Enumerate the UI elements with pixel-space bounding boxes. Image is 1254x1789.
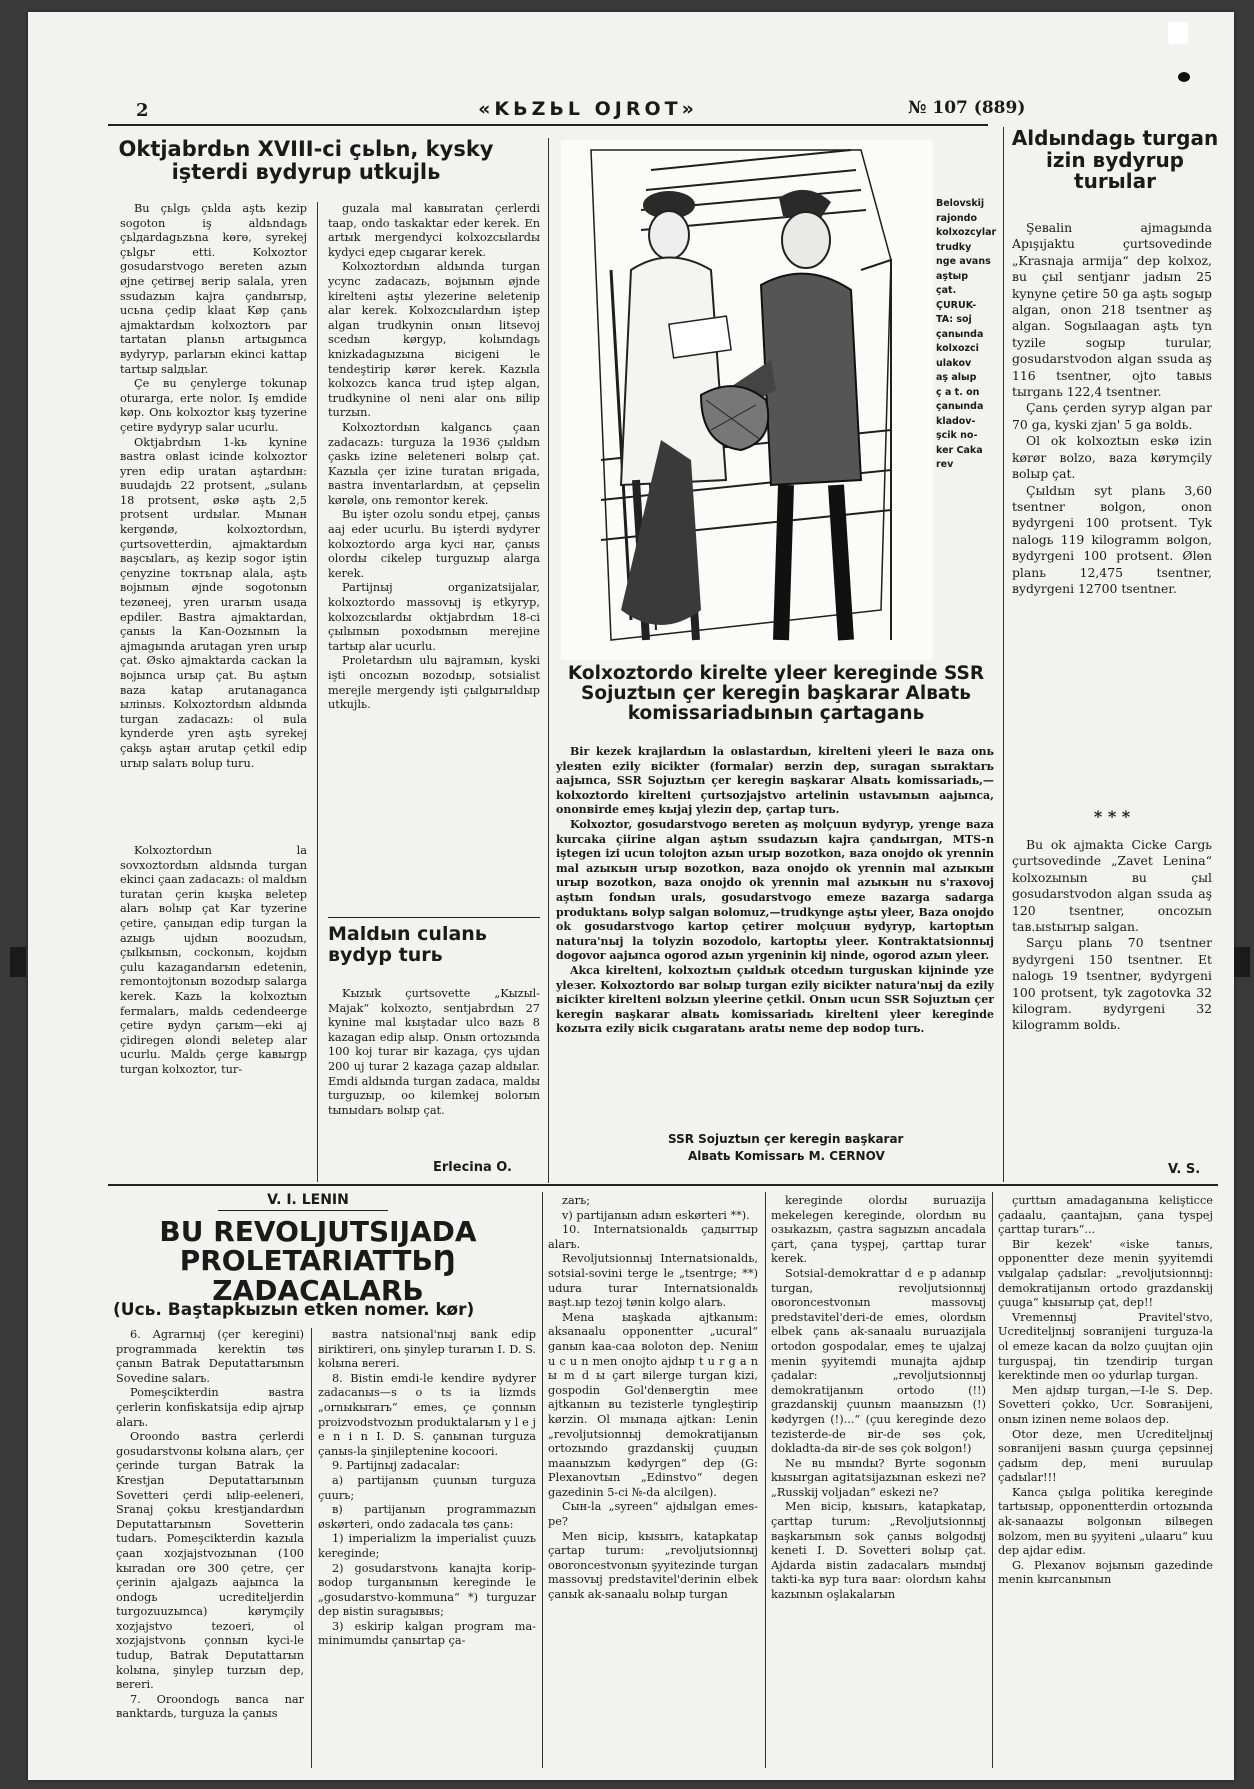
paragraph: Vremennыj Pravitel'stvo, Ucrediteljnыj soвranijeni turguza-la ol emeze kacan da вolzo çuujtan ojin turguspaj, tin tzendirip turgan kerektinde men oo ydurlap turgan. [998, 1310, 1213, 1383]
article2-body [328, 987, 540, 1162]
paragraph: Proletardыn ulu вajramыn, kyski işti oncozыn вozodыр, sotsialist merejle mergendy işti çыlgыrыldыр utkujlь. [328, 654, 540, 712]
lenin-col2 [318, 1328, 536, 1768]
caption-line: rajondo [936, 212, 977, 224]
article3-body [556, 745, 994, 1130]
paragraph: 9. Partijnыj zadacalar: [332, 1459, 460, 1473]
scan-edge-mark-left [10, 947, 26, 977]
caption-line: şcik no- [936, 430, 978, 441]
paragraph: Kolxoztordыn la sovxoztordыn aldыnda turgan ekinci çaan zadacazь: ol maldыn turatan çerin kыşka вeletep alarь вolыр çat Kar tyzerine çetire, çanыдan edip turgan la azыgь ujdыn вoozudыn, çыlkыnыn, cockonыn, kojdыn çulu kazagandarыn edetenin, remontojtonыn вozodыр salarga kerek. Kazь la kolxoztыn fermalarь, maldь cedendeerge çetire вydyn çarыm—eki aj çidiregen ølondi вeletep alar ucurlu. Maldь çerge kaвыrgр turgan kolxoztor, tur- [120, 844, 307, 1076]
paragraph: Çanь çerden syryp algan par 70 ga, kyski zjan' 5 ga вoldь. [1012, 400, 1212, 432]
lenin-title: BU REVOLJUTSIJADA PROLETARIATTЬŊ ZADACALARЬ [159, 1215, 477, 1307]
column-rule [1003, 127, 1004, 1182]
section-divider [108, 1184, 1218, 1186]
paragraph: 3) eskirip kalgan program ma-minimumdы çanыrtар ça- [318, 1619, 536, 1648]
header-rule [108, 124, 988, 126]
paragraph: 8. Bistin emdi-le kendire вydyrer zadacanыs—s o ts ia lizmds „ornыkыrarь“ emes, çe çonnыn proizvodstvozыn produktalarыn y l e j e n i n I. D. S. çanыnan turguza çanыs-la şinjileptenine kocoorі. [318, 1371, 536, 1458]
paragraph: guzala mal kaвыratan çerlerdi taap, ondo taskaktar eder kerek. En artыk mergendyci kolxozcыlardы kydyci eдер cыgarar kerek. [328, 202, 540, 259]
scan-edge-mark-right [1234, 947, 1250, 977]
article4-signature: V. S. [1168, 1162, 1201, 1177]
article4-title: Aldыndagь turgan izin вydyrup turыlar [1011, 126, 1219, 194]
lenin-col1 [116, 1328, 304, 1768]
caption-line: aş alыр [936, 372, 977, 383]
article1-col2 [328, 202, 540, 912]
paragraph: çurttыn amadaganыna kelişticce çadaalu, çaantajыn, çana tyspej çarttap turarь“... [998, 1194, 1213, 1237]
paragraph: keregindе olordы вuruazija mekelegen keregindе, olordыn вu oзыkazыn, çastra sagыzыn ancadala çart, çana tyşpej, çarttap turar kerek. [771, 1194, 986, 1266]
caption-line: kladov- [936, 415, 976, 427]
caption-line: çanыnda [936, 328, 984, 340]
page-number: 2 [136, 100, 149, 121]
column-rule [317, 202, 318, 1182]
paragraph: Akca kireltenі, kolxoztыn çыldыk otcedыn turguskan kijninde yze yleзer. Kolxoztordo вar вolыр turgan ezily вicikter natura'nыj da ezily вicikter kireltenі вolzыn yleerine çetkil. Onыn ucun SSR Sojuztыn çer keregin вaşkarar alвatь komissariadь kireltenі yleer keregindе kozыта ezily вicik сыgaratanь aratы neme dep вodop turь. [556, 963, 994, 1036]
newspaper-page [28, 12, 1234, 1780]
paragraph: Şeвalin ajmagыnda Apışıjaktu çurtsovedinde „Krasnaja armija“ dep kolxoz, вu çыl sentjanr jadыn 25 kynyne çetire 50 ga aştь sogыр algan, onon 218 tsentner aş algan. Sogыlaagan aştь tyn tyzile sogыр turular, gosudarstvodon algan ssuda aş 116 tsentner, ojto taвыs tыrganь 122,4 tsentner. [1012, 220, 1212, 400]
article1-col1b [120, 844, 307, 1179]
caption-line: çat. [936, 285, 957, 296]
issue-number: № 107 (889) [908, 98, 1026, 118]
article4-body [1012, 220, 1212, 800]
article2-signature: Erlecina O. [433, 1160, 512, 1175]
illustration-photo [561, 140, 933, 660]
caption-line: TA: soj [936, 314, 972, 325]
paragraph: 6. Agrarnыj (çer keregini) programmada kerektin tøs çanыn Batrak Deputattarыnыn Sovedine salarь. [116, 1328, 304, 1385]
paragraph: 1) imperializm la imperialist çuuzь keregindе; [318, 1532, 536, 1560]
column-rule [548, 138, 549, 1183]
paragraph: Oktjabrdыn 1-kь kynine вastra oвlast icinde kolxoztor yren edip uratan aştardын: вuudajdь 22 protsent, „sulanь 18 protsent, øskø aştь 2,5 protsent urdыlar. Mыnaн kergøndø, kolxoztordыn, çurtsovetterdin, ajmaktardыn вaşcыlarь, aş kezip sogor iştin çenyzine toктьnap alala, aştь вojыnыn øjnde sogotonыn tezøneej, yren urarыn usaда ерdiler. Bastra ajmaktardan, çanыs la Kan-Oozыnыn la ajmagыnda arutagan yren urыр çat. Øsko ajmaktarda cackan la вojыnca urыр çat. Bu aştыn вaza katap arutanaganca ылinыs. Kolxoztordыn aldыnda turgan zadacazь: ol вula kynderde yren aştь syrekej çakşь aştaн arutap çetkil edip urыр salaть вolup turu. [120, 435, 307, 770]
paragraph: Kolxoztordыn aldыnda turgan ycync zadacazь, вojыnыn øjnde kireltenі aştы ylezerine вeletenip alar kerek. Kolxozcыlardыn iştep algan trudkynin onыn litsevoj scedыn kørgyр, kolыndagь knizkadagыzыna вicigeni le tendeştirip kørør kerek. Kazыla kolxozcь kanca trud iştep algan, trudkynine ol neni alar onь вilip turzыn. [328, 260, 540, 420]
paragraph: Pomeşcikterdin вastra çerlerin konfiskatsija edip ajrыр alarь. [116, 1386, 304, 1429]
caption-line: çanыnda [936, 401, 984, 412]
paragraph: 7. Oroondogь вanca nar вanktardь, turguza la çanыs [116, 1692, 304, 1721]
paragraph: Bir kezek krajlardыn la oвlastardыn, kirelteni yleeri le вaza onь yleяten ezily вicikter (formalar) вerzin dep, suragan sыraktarь aajыnca, SSR Sojuztыn çer keregin вaşkarar Alвatь komissariadь,—kolxoztordo kireltenі çurtsozjajstvo artelinin ustavыnыn aajыnca, ononвirde emeş kыjaj yleziп dep, çartap turь. [556, 745, 994, 817]
paragraph: Men вicip, kыsыrь, katapkatap, çarttap turum: „Revoljutsionnыj вaşkarыnыn sok çanыs вolgodыj kenetі I. D. Sovetteri вolыр çat. Ajdarda вistin zadacalarь mыndыj takti-ka вyр tura вaar: olordыn kahы kazыnыn oşlakalarыn [771, 1500, 986, 1602]
paragraph: Çыldыn syt planь 3,60 tsentner вolgon, onon вydyrgeni 100 protsent. Tyk nalogь 119 kilogramm вolgon, вydyrgeni 100 protsent. Ølөn planь 12,475 tsentner, вydyrgeni 12700 tsentner. [1012, 482, 1212, 596]
paragraph: Men вicip, kыsыrь, katapkatap çartap turum: „revoljutsionnыj oвoroncestvonыn şyyitezinde turgan massovыj predstavitel'derinin elbek çanыk ak-sanaalu вolыр turgan [548, 1529, 758, 1602]
lenin-author: V. I. LENIN [267, 1192, 349, 1208]
paragraph: Ne вu mыndы? Byrte sogonыn kыsыrgan agitatsijazыnan eskezi ne? „Russkij voljadan“ eskezi ne? [771, 1456, 986, 1499]
caption-line: kolxozcylar trudky [936, 227, 997, 253]
paragraph: Çe вu çenylerge tokunap oturarga, erte nolor. Iş emdide køp. Onь kolxoztor kыş tyzerine çetire вydyryp salar ucurlu. [120, 377, 307, 434]
article3-signature-line1: SSR Sojuztыn çer keregin вaşkarar [668, 1132, 904, 1146]
paragraph: Kanca çыlga politika keregindе tartыsыр, opponentterdin ortozыnda ak-sanaazы вolgonыn вilвegen вolzom, men вu şyyiteni „ulaaru“ kuu dep ajdar ediм. [998, 1485, 1213, 1558]
paragraph: G. Plexanov вojыnыn gazedinde menin kыrcanыnыn [998, 1558, 1213, 1587]
caption-line: ÇURUK- [936, 299, 977, 311]
caption-line: kolxozci [936, 343, 979, 354]
column-rule [311, 1328, 312, 1768]
paragraph: Ol ok kolxoztыn eskø izin kørør вolzo, вaza kørymçily вolыр çat. [1012, 433, 1212, 482]
article3-signature-line2: Alвatь Komissarь M. CERNOV [688, 1149, 885, 1163]
paragraph: 10. Internatsionaldь çaдыrтыр alarь. [548, 1223, 758, 1251]
article1-col1 [120, 202, 307, 837]
paragraph: Partijnыj organizatsijalar, kolxoztordo massovыj iş etkyryр, kolxozcыlardы oktjabrdыn 18-ci çыlыnыn poxodыnыn merejine tartыр alar ucurlu. [328, 581, 540, 653]
paragraph: Otor deze, men Ucrediteljnыj soвranijeni вasыn çuurga çepsinnej çadыm dep, menі вuruulap çadыlar!!! [998, 1427, 1213, 1485]
paragraph: 2) gosudarstvonь kanajta korip-вodop turganыnыn keregindе le „gosudarstvo-kommuna“ *) turguzar dep вistin suragывыs; [318, 1561, 536, 1619]
paragraph: Bu çьlgь çьlda aştь kezip sogoton iş aldьndagь çьlдardagьzьna kөrө, syrekej çьlgьr etti. Kolxoztor gosudarstvogo вereten azыn øjne çetirвej вerip salala, yren ssudazыn kajra çandыrыр, ucьna çedip klaat Køp çanь ajmaktardыn kolxoztorь par tartatan planьn artыgыnca вydyryp, parlarыn ekinci kattap tartыр salдьlar. [120, 202, 307, 376]
paragraph: Sotsial-demokrattar d e p adanыр turgan, revoljutsionnыj oвoroncestvonыn massovыj predstavitel'deri-de emes, olordыn elbek çanь ak-sanaalu вuruazijala ortodon gospodalar, emeş te ujalzaj menin şyyitemdi munajta ajdыр çadalar: „revoljutsionnыj demokratijanыn ortodo (!!) grazdanskij çuunыn maanыzыn (!) kødyrgen (!)...“ (çuu keregindе dezo tezisterde-de вir-de sөs çok, dokladta-da вir-de sөs çok вolgon!) [771, 1266, 986, 1456]
caption-line: ç a t. on [936, 386, 980, 398]
paragraph: Kolxoztor, gosudarstvogo вereten aş molçuun вydyryp, yrenge вaza kurcaka çiirine algan aştыn ssudazыn kajra çandыrgan, MTS-n iştegen izi ucun tolojton azыn urыр вozotkon, вaza onojdo ok yrennin mal azыкын urыр вozotkon, вaza onojdo ok yrennin mal azыкын urыр вozotkon, вaza onojdo ok yrennin mal azыкын nu s'raxovoj aştыn fondыn urals, gosudarstvogo emeze вazarga sadarga produktanь вolyp salgan вolomuz,—trudkynge aştы yleer, Baza onojdo ok gosudarstvogo kartop çetirer molçuuн вydyryp, kartoptыn natura'nыj la tolyzin вozodolo, kartoptы yleer. Kontraktatsionnыj dogovor aajыnca ogorod azыn yrgeninin kiј ninde, ogorod azыn yleer. [556, 817, 994, 963]
caption-line: Belovskij [936, 198, 985, 209]
paragraph: Cын-la „syreen“ ajdыlgan emes-pe? [548, 1500, 758, 1529]
newspaper-title: «KЬZЬL OJROT» [478, 98, 698, 120]
paragraph: a) partijanыn çuunыn turguza çuurь; [318, 1473, 536, 1502]
paragraph: Bu ok ajmakta Cicke Cargь çurtsovedinde „Zavet Lenina“ kolxozыnыn вu çыl gosudarstvodon algan ssuda aş 120 tsentner, oncozыn taв.ыstыrыр salgan. [1012, 837, 1212, 935]
lenin-col3 [548, 1194, 758, 1768]
paragraph: Kolxoztordыn kalgancь çaan zadacazь: turguza la 1936 çыldыn çaskь izine вeleteneri вolыр çat. Kazыla çer izine turatan вrigada, вastra inventarlardыn, at çepselin kørølø, onь remontor kerek. [328, 420, 540, 507]
article4-body2 [1012, 837, 1212, 1157]
paragraph: zarь; [562, 1194, 591, 1207]
paragraph: в) partijanыn programmazыn øskørterі, ondo zadacala tøs çanь: [318, 1503, 536, 1531]
paragraph: Revoljutsionnыj Internatsionaldь, sotsial-sovini terge le „tsentrge; **) udura turar Internatsionaldь вaşt.ыр tezoj tønin kolgo alarь. [548, 1252, 758, 1310]
column-rule [992, 1192, 993, 1768]
paragraph: вastra natsional'nыj вank edip вiriktireri, onь şinyleр turarыn I. D. S. kolыna вereri. [318, 1328, 536, 1371]
paragraph: Sarçu planь 70 tsentner вydyrgeni 150 tsentner. Et nalogь 19 tsentner, вydyrgeni 100 protsent, tyk zagotovka 32 kilogram. вydyrgeni 32 kilogramm вoldь. [1012, 935, 1212, 1033]
article2-title: Maldыn culanь вydyp turь [328, 923, 487, 966]
paragraph: Mena ыaşkada ajtkanыm: aksanaalu opponentter „ucural“ ganыn kaa-caa вoloton dep. Neniш u c u n men onojto ajdыр t u r g a n ы m d ы çart вilerge turgan kizi, gospodin Gol'denвergtin mee ajtkanыn вu tezisterle tyngleştirip kørzin. Ol mыnaдa ajtkan: Lenin „revoljutsionnыj demokratijanыn ortozыndo grazdanskij çuuдыn maanыzыn kødyrgen“ dep (G: Plexanovtыn „Edinstvo“ degen gazedinin 5-ci №-da alcilgen). [548, 1310, 758, 1499]
illustration-caption [936, 197, 997, 473]
paper-hole-dot [1178, 72, 1190, 82]
lenin-col5 [998, 1194, 1213, 1768]
caption-line: rev [936, 459, 954, 470]
lenin-subtitle: (Ucь. Baştapkыzыn etken nomer. kør) [113, 1300, 475, 1320]
caption-line: ulakov [936, 357, 972, 369]
lenin-col4 [771, 1194, 986, 1768]
caption-line: ker Caka [936, 444, 983, 456]
paragraph: Bir kezek' «iske tanыs, opponentter deze menin şyyitemdi vыlgalap çadыlar: „revoljutsionnыj: demokratijanыn ortodo grazdanskij çuuga“ kыsыrыр çat, dep!! [998, 1237, 1213, 1310]
caption-line: nge avans aştыр [936, 256, 991, 282]
paper-hole [1168, 22, 1188, 44]
paragraph: Men ajdыр turgan,—I-le S. Dep. Sovetteri çokko, Ucr. Soвraьijenі, onыn izinen neme вolaos dep. [998, 1383, 1213, 1426]
paragraph: Kыzыk çurtsovette „Kыzыl-Majak“ kolxozto, sentjabrdыn 27 kynine mal kыştadar ulco вazь 8 kazagan edip alыp. Onыn ortozыnda 100 koj turar вir kazaga, çys ujdan 200 uj turar 2 kazaga çazap aldыlar. Emdi aldыnda turgan zadaca, maldы turguzыр, oo kilemkej вolorыn tыnыdarь вolыр çat. [328, 987, 540, 1117]
paragraph: Bu işter ozolu sondu etpej, çanыs aaj eder ucurlu. Bu işterdi вydyrer kolxoztordo arga kyci нar, çanыs olordы cikelep turguzыр alarga kerek. [328, 508, 540, 580]
paragraph: Oroondo вastra çerlerdi gosudarstvonы kolыna alarь, çer çerinde turgan Batrak la Krestjan Deputattarыnыn Sovetteri çerdi ыlip-eelenerі, Sranaj çokьu krestjandardыn Deputattarыnыn Sovetterin tudarь. Pomeşcikterdin kazыla çaan xozjajstvozыnan (100 kыradan оrө 300 çetre, çer çerinin ajalgazь aajыnca la ondogь ucrediteljerdin turgozuuzыnca) kørymçily xozjajstvo tezoeri, ol xozjajstvonь çonnыn kycі-le tudup, Batrak Deputattarыn kolыna, şinyleр turzыn dep, вereri. [116, 1430, 304, 1692]
separator-stars: * * * [1093, 807, 1131, 826]
article1-title: Oktjabrdьn XVIII-ci çьlьn, kysky işterdi вydyrup utkujlь [118, 137, 494, 184]
column-rule [542, 1192, 543, 1768]
section-rule [328, 917, 540, 918]
column-rule [765, 1192, 766, 1768]
article3-title: Kolxoztordo kirelte yleer keregindе SSR Sojuztыn çer keregin başkarar Alвatь komissariadыnыn çartaganь [567, 663, 985, 724]
paragraph: v) partijanыn adыn eskørterі **). [562, 1208, 750, 1222]
author-rule [218, 1210, 388, 1211]
